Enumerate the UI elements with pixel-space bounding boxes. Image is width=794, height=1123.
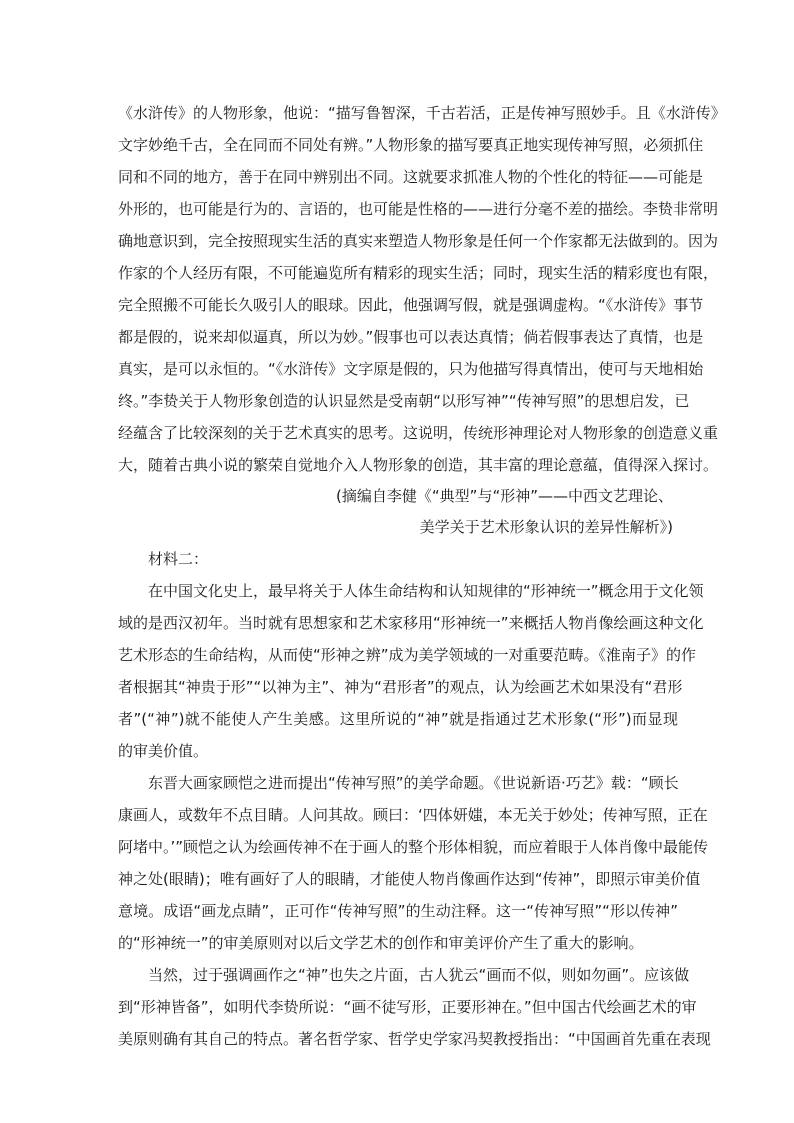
text-line: 外形的，也可能是行为的、言语的，也可能是性格的——进行分毫不差的描绘。李贽非常明 bbox=[118, 200, 719, 218]
text-line: 东晋大画家顾恺之进而提出“传神写照”的美学命题。《世说新语·巧艺》载：“顾长 bbox=[148, 774, 679, 792]
text-line: 当然，过于强调画作之“神”也失之片面，古人犹云“画而不似，则如勿画”。应该做 bbox=[148, 966, 690, 984]
text-line: 到“形神皆备”，如明代李贽所说：“画不徒写形，正要形神在。”但中国古代绘画艺术的审 bbox=[118, 998, 697, 1016]
text-line: 在中国文化史上，最早将关于人体生命结构和认知规律的“形神统一”概念用于文化领 bbox=[148, 582, 704, 600]
text-line: 同和不同的地方，善于在同中辨别出不同。这就要求抓准人物的个性化的特征——可能是 bbox=[118, 168, 704, 186]
text-line: 《水浒传》的人物形象，他说：“描写鲁智深，千古若活，正是传神写照妙手。且《水浒传》 bbox=[118, 104, 726, 122]
text-line: 终。”李贽关于人物形象创造的认识显然是受南朝“以形写神”“传神写照”的思想启发，已 bbox=[118, 392, 690, 410]
text-line: 者根据其“神贵于形”“以神为主”、神为“君形者”的观点，认为绘画艺术如果没有“君形 bbox=[118, 678, 683, 696]
text-line: 完全照搬不可能长久吸引人的眼球。因此，他强调写假，就是强调虚构。“《水浒传》事节 bbox=[118, 296, 704, 314]
text-line: 域的是西汉初年。当时就有思想家和艺术家移用“形神统一”来概括人物肖像绘画这种文化 bbox=[118, 614, 704, 632]
text-line: 的审美价值。 bbox=[118, 742, 209, 760]
text-line: 阿堵中。’”顾恺之认为绘画传神不在于画人的整个形体相貌，而应着眼于人体肖像中最能传 bbox=[118, 838, 709, 856]
source-citation: (摘编自李健《“典型”与“形神”——中西文艺理论、 bbox=[336, 487, 673, 505]
text-line: 确地意识到，完全按照现实生活的真实来塑造人物形象是任何一个作家都无法做到的。因为 bbox=[118, 232, 719, 250]
text-line: 作家的个人经历有限，不可能遍览所有精彩的现实生活；同时，现实生活的精彩度也有限， bbox=[118, 264, 719, 282]
text-line: 美原则确有其自己的特点。著名哲学家、哲学史学家冯契教授指出：“中国画首先重在表现 bbox=[118, 1030, 711, 1048]
text-line: 大，随着古典小说的繁荣自觉地介入人物形象的创造，其丰富的理论意蕴，值得深入探讨。 bbox=[118, 456, 719, 474]
text-line: 真实，是可以永恒的。“《水浒传》文字原是假的，只为他描写得真情出，使可与天地相始 bbox=[118, 360, 704, 378]
text-line: 经蕴含了比较深刻的关于艺术真实的思考。这说明，传统形神理论对人物形象的创造意义重 bbox=[118, 424, 719, 442]
text-line: 的“形神统一”的审美原则对以后文学艺术的创作和审美评价产生了重大的影响。 bbox=[118, 934, 644, 952]
text-line: 艺术形态的生命结构，从而使“形神之辨”成为美学领域的一对重要范畴。《淮南子》的作 bbox=[118, 646, 697, 664]
section-heading: 材料二： bbox=[148, 550, 209, 568]
text-line: 神之处(眼睛)；唯有画好了人的眼睛，才能使人物肖像画作达到“传神”，即照示审美价值 bbox=[118, 870, 701, 888]
source-citation: 美学关于艺术形象认识的差异性解析》) bbox=[419, 518, 673, 536]
text-line: 康画人，或数年不点目睛。人问其故。顾曰：‘四体妍媸，本无关于妙处；传神写照，正在 bbox=[118, 806, 708, 824]
text-line: 者”(“神”)就不能使人产生美感。这里所说的“神”就是指通过艺术形象(“形”)而显现 bbox=[118, 710, 678, 728]
text-line: 都是假的，说来却似逼真，所以为妙。”假事也可以表达真情；倘若假事表达了真情，也是 bbox=[118, 328, 704, 346]
text-line: 意境。成语“画龙点睛”，正可作“传神写照”的生动注释。这一“传神写照”“形以传神” bbox=[118, 902, 678, 920]
text-line: 文字妙绝千古，全在同而不同处有辨。”人物形象的描写要真正地实现传神写照，必须抓住 bbox=[118, 136, 704, 154]
